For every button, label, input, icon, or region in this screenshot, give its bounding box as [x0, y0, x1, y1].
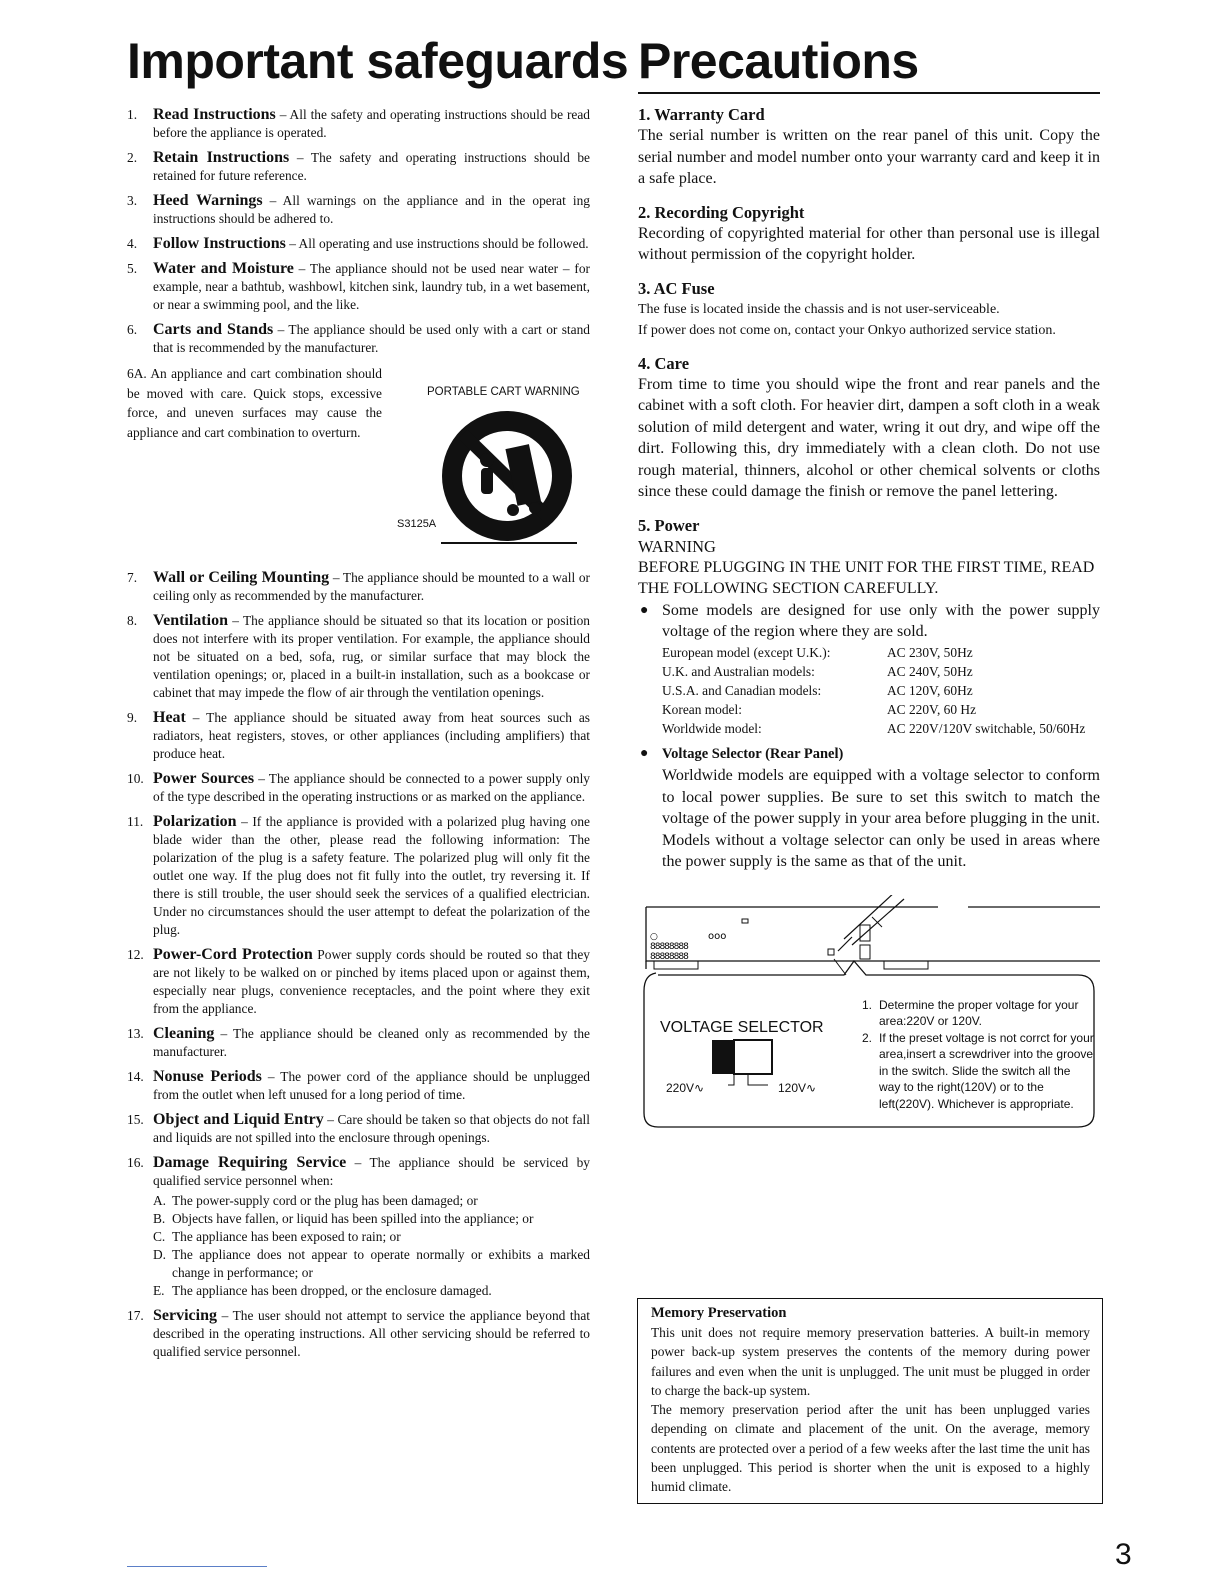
- safeguard-title: Power Sources: [153, 770, 255, 787]
- voltage-selector-text: Worldwide models are equipped with a voltage selector to conform to local power supplies. Be sure to set this switch to match the voltage of the power supply in your area before plugging in the unit. Models without a voltage selector can only be used in areas where the power supply is the same as that of the unit.: [662, 767, 1100, 870]
- title-rule: [638, 92, 1100, 94]
- voltage-step-text: Determine the proper voltage for your area:220V or 120V.: [879, 997, 1079, 1028]
- page-number: 3: [1115, 1538, 1132, 1571]
- voltage-step: [862, 997, 1094, 1030]
- safeguard-item: [127, 813, 590, 939]
- precautions-column: [638, 104, 1100, 1140]
- safeguard-number: 3.: [127, 193, 138, 208]
- safeguard-title: Water and Moisture: [153, 260, 294, 277]
- power-bullet: [638, 600, 1100, 643]
- safeguard-number: 4.: [127, 236, 138, 251]
- safeguard-text: – The appliance should not be used near water – for example, near a bathtub, washbowl, kitchen sink, laundry tub, in a wet basement, or near a swimming pool, and the like.: [153, 261, 590, 312]
- safeguard-title: Follow Instructions: [153, 235, 286, 252]
- footer-rule: [127, 1566, 267, 1567]
- damage-subitem: [153, 1228, 590, 1246]
- safeguard-item: [127, 612, 590, 702]
- damage-subitem: [153, 1192, 590, 1210]
- power-warning-text: BEFORE PLUGGING IN THE UNIT FOR THE FIRST TIME, READ THE FOLLOWING SECTION CAREFULLY.: [638, 558, 1095, 597]
- voltage-row: [662, 662, 1085, 681]
- safeguard-number: 8.: [127, 613, 138, 628]
- safeguard-number: 5.: [127, 261, 138, 276]
- voltage-model: U.S.A. and Canadian models:: [662, 682, 822, 698]
- svg-text:88888888: 88888888: [650, 951, 688, 962]
- cart-warning-code: S3125A: [397, 518, 437, 530]
- safeguard-item: [127, 235, 590, 253]
- voltage-model: Korean model:: [662, 701, 742, 717]
- damage-subitem-text: The appliance has been dropped, or the enclosure damaged.: [172, 1283, 492, 1298]
- care-text: From time to time you should wipe the front and rear panels and the cabinet with a soft cloth. For heavier dirt, dampen a soft cloth in a weak solution of mild detergent and water, wring it out dry, and wipe off the dirt. Following this, dry immediately with a clean cloth. Do not use rough material, thinners, alcohol or other chemical solvents or cloths since these could damage the finish or remove the panel lettering.: [638, 375, 1100, 500]
- voltage-table: [662, 643, 1085, 738]
- fuse-heading: 3. AC Fuse: [638, 278, 715, 298]
- safeguard-title: Ventilation: [153, 612, 228, 629]
- damage-subitem-letter: E.: [153, 1283, 165, 1298]
- safeguard-item: [127, 709, 590, 763]
- safeguard-title: Read Instructions: [153, 106, 276, 123]
- voltage-row: [662, 719, 1085, 738]
- safeguard-number: 17.: [127, 1308, 144, 1323]
- page-title-precautions: Precautions: [638, 33, 919, 89]
- safeguard-number: 2.: [127, 150, 138, 165]
- voltage-model: European model (except U.K.):: [662, 644, 831, 660]
- care-heading: 4. Care: [638, 353, 690, 373]
- voltage-value: AC 220V, 60 Hz: [887, 701, 977, 717]
- damage-subitem-text: The power-supply cord or the plug has been damaged; or: [172, 1193, 478, 1208]
- warranty-heading: 1. Warranty Card: [638, 105, 765, 124]
- cart-tipover-warning-icon: [427, 404, 587, 548]
- damage-subitem: [153, 1246, 590, 1282]
- safeguard-item: [127, 770, 590, 806]
- safeguard-title: Carts and Stands: [153, 321, 274, 338]
- safeguard-text: – The appliance should be cleaned only as recommended by the manufacturer.: [153, 1026, 590, 1059]
- power-heading: 5. Power: [638, 515, 700, 535]
- safeguard-text: – The appliance should be used only with a cart or stand that is recommended by the manufacturer.: [153, 322, 590, 355]
- safeguard-item: [127, 106, 590, 142]
- voltage-step-text: If the preset voltage is not corrct for your area,insert a screwdriver into the groove in the switch. Slide the switch all the way to the right(120V) or to the left(220V). Whichever is appropriate.: [879, 1030, 1094, 1111]
- damage-subitem-text: Objects have fallen, or liquid has been spilled into the appliance; or: [172, 1211, 534, 1226]
- damage-subitem-letter: B.: [153, 1211, 166, 1226]
- voltage-selector-label: VOLTAGE SELECTOR: [660, 1018, 824, 1036]
- damage-subitem-letter: D.: [153, 1247, 167, 1262]
- voltage-row: [662, 700, 1085, 719]
- safeguard-text: – All warnings on the appliance and in the operat ing instructions should be adhered to.: [153, 193, 590, 226]
- voltage-selector-heading: Voltage Selector (Rear Panel): [662, 745, 844, 762]
- damage-subitem-text: The appliance has been exposed to rain; or: [172, 1229, 401, 1244]
- damage-subitem: [153, 1282, 590, 1300]
- safeguard-text: – The user should not attempt to service the appliance beyond that described in the operating instructions. All other servicing should be referred to qualified service personnel.: [153, 1308, 590, 1359]
- damage-subitem-text: The appliance does not appear to operate normally or exhibits a marked change in performance; or: [172, 1247, 590, 1280]
- voltage-selector-bullet: [638, 743, 1100, 766]
- damage-subitems: [153, 1192, 590, 1300]
- safeguard-title: Object and Liquid Entry: [153, 1111, 324, 1128]
- safeguard-number: 15.: [127, 1112, 144, 1127]
- safeguard-text: – All the safety and operating instructions should be read before the appliance is operated.: [153, 107, 590, 140]
- svg-text:○: ○: [650, 931, 658, 942]
- svg-text:ooo: ooo: [708, 930, 727, 942]
- fuse-text-1: The fuse is located inside the chassis and is not user-serviceable.: [638, 301, 1000, 317]
- voltage-value: AC 240V, 50Hz: [887, 663, 973, 679]
- warranty-text: The serial number is written on the rear panel of this unit. Copy the serial number and model number onto your warranty card and keep it in a safe place.: [638, 127, 1100, 187]
- safeguard-item: [127, 1111, 590, 1147]
- safeguard-title: Polarization: [153, 813, 237, 830]
- voltage-step-number: 2.: [862, 1030, 873, 1045]
- voltage-selector-diagram: [638, 895, 1100, 1140]
- safeguard-item: [127, 321, 590, 357]
- safeguard-text: – The safety and operating instructions should be retained for future reference.: [153, 150, 590, 183]
- safeguard-text: – The appliance should be situated so that its location or position does not interfere with its proper ventilation. For example, the appliance should not be situated on a bed, sofa, rug, or similar surface that may block the ventilation openings; or, placed in a built-in installation, such as a bookcase or cabinet that may impede the flow of air through the ventilation openings.: [153, 613, 590, 700]
- voltage-value: AC 120V, 60Hz: [887, 682, 973, 698]
- safeguard-title: Heat: [153, 709, 186, 726]
- safeguard-title: Wall or Ceiling Mounting: [153, 569, 330, 586]
- svg-text:88888888: 88888888: [650, 941, 688, 952]
- safeguard-item: [127, 946, 590, 1018]
- safeguard-item: [127, 1068, 590, 1104]
- voltage-row: [662, 681, 1085, 700]
- copyright-heading: 2. Recording Copyright: [638, 202, 805, 222]
- safeguard-number: 6.: [127, 322, 138, 337]
- safeguard-title: Power-Cord Protection: [153, 946, 313, 963]
- power-bullet-text: Some models are designed for use only with the power supply voltage of the region where they are sold.: [662, 601, 1100, 640]
- safeguards-column: [127, 106, 590, 1368]
- cart-warning-caption: PORTABLE CART WARNING: [427, 386, 580, 398]
- fuse-text-2: If power does not come on, contact your Onkyo authorized service station.: [638, 322, 1056, 338]
- cart-warning-block: [127, 364, 590, 560]
- safeguard-text: Power supply cords should be routed so that they are not likely to be walked on or pinched by items placed upon or against them, especially near plugs, convenience receptacles, and the point where they exit from the appliance.: [153, 947, 590, 1016]
- voltage-value: AC 220V/120V switchable, 50/60Hz: [887, 720, 1086, 736]
- safeguard-text: – All operating and use instructions should be followed.: [285, 236, 589, 251]
- memory-text-1: This unit does not require memory preservation batteries. A built-in memory power back-up system preserves the contents of the memory during power failures and even when the unit is unplugged. The unit must be plugged in order to charge the back-up system.: [651, 1325, 1090, 1398]
- safeguard-number: 12.: [127, 947, 144, 962]
- safeguard-number: 9.: [127, 710, 138, 725]
- safeguard-item: [127, 260, 590, 314]
- copyright-text: Recording of copyrighted material for other than personal use is illegal without permission of the copyright holder.: [638, 224, 1100, 263]
- damage-subitem-letter: A.: [153, 1193, 167, 1208]
- safeguard-item: [127, 149, 590, 185]
- voltage-model: Worldwide model:: [662, 720, 762, 736]
- voltage-220-label: 220V∿: [666, 1080, 705, 1095]
- safeguard-title: Heed Warnings: [153, 192, 263, 209]
- damage-subitem: [153, 1210, 590, 1228]
- page-title-safeguards: Important safeguards: [127, 33, 629, 89]
- safeguard-title: Nonuse Periods: [153, 1068, 262, 1085]
- voltage-model: U.K. and Australian models:: [662, 663, 815, 679]
- safeguard-text: – The appliance should be serviced by qualified service personnel when:: [153, 1155, 590, 1188]
- safeguard-text: – If the appliance is provided with a polarized plug having one blade wider than the other, please read the following information: The polarization of the plug is a safety feature. The polarized plug will only fit the outlet one way. If the plug does not fit fully into the outlet, try reversing it. If there is still trouble, the user should seek the services of a qualified electrician. Under no circumstances should the user attempt to defeat the polarization of the plug.: [153, 814, 590, 937]
- safeguard-item: [127, 192, 590, 228]
- memory-preservation-box: [637, 1298, 1103, 1504]
- voltage-row: [662, 643, 1085, 662]
- safeguard-text: – The appliance should be connected to a power supply only of the type described in the operating instructions or as marked on the appliance.: [153, 771, 590, 804]
- safeguard-title: Damage Requiring Service: [153, 1154, 347, 1171]
- voltage-step: [862, 1030, 1094, 1113]
- memory-heading: Memory Preservation: [651, 1305, 787, 1321]
- voltage-step-number: 1.: [862, 997, 873, 1012]
- safeguard-item: [127, 1307, 590, 1361]
- bullet-icon: ●: [640, 745, 649, 761]
- voltage-selector-steps: [862, 997, 1094, 1113]
- voltage-value: AC 230V, 50Hz: [887, 644, 973, 660]
- safeguard-number: 11.: [127, 814, 144, 829]
- damage-subitem-letter: C.: [153, 1229, 166, 1244]
- power-warning-label: WARNING: [638, 536, 716, 556]
- safeguard-number: 13.: [127, 1026, 144, 1041]
- safeguard-text: – The appliance should be situated away from heat sources such as radiators, heat registers, stoves, or other appliances (including amplifiers) that produce heat.: [153, 710, 590, 761]
- bullet-icon: ●: [640, 602, 649, 618]
- safeguard-title: Retain Instructions: [153, 149, 290, 166]
- ac-wave-icon: ∿: [806, 1080, 817, 1095]
- ac-wave-icon: ∿: [694, 1080, 705, 1095]
- safeguard-number: 1.: [127, 107, 138, 122]
- safeguard-number: 10.: [127, 771, 144, 786]
- voltage-120-label: 120V∿: [778, 1080, 817, 1095]
- safeguard-item: [127, 1025, 590, 1061]
- safeguard-item: [127, 569, 590, 605]
- memory-text-2: The memory preservation period after the unit has been unplugged varies depending on climate and placement of the unit. On the average, memory contents are protected over a period of a few weeks after the last time the unit has been unplugged. This period is shorter when the unit is exposed to a highly humid climate.: [651, 1402, 1090, 1495]
- safeguard-number: 7.: [127, 570, 138, 585]
- safeguard-number: 14.: [127, 1069, 144, 1084]
- safeguard-title: Cleaning: [153, 1025, 215, 1042]
- safeguard-text: – Care should be taken so that objects do not fall and liquids are not spilled into the enclosure through openings.: [153, 1112, 591, 1145]
- safeguard-title: Servicing: [153, 1307, 217, 1324]
- safeguard-text: – The power cord of the appliance should be unplugged from the outlet when left unused for a long period of time.: [153, 1069, 590, 1102]
- safeguard-number: 16.: [127, 1155, 144, 1170]
- safeguard-text: – The appliance should be mounted to a wall or ceiling only as recommended by the manufacturer.: [153, 570, 590, 603]
- cart-warning-text: 6A. An appliance and cart combination should be moved with care. Quick stops, excessive force, and uneven surfaces may cause the appliance and cart combination to overturn.: [127, 366, 382, 440]
- safeguard-item: [127, 1154, 590, 1190]
